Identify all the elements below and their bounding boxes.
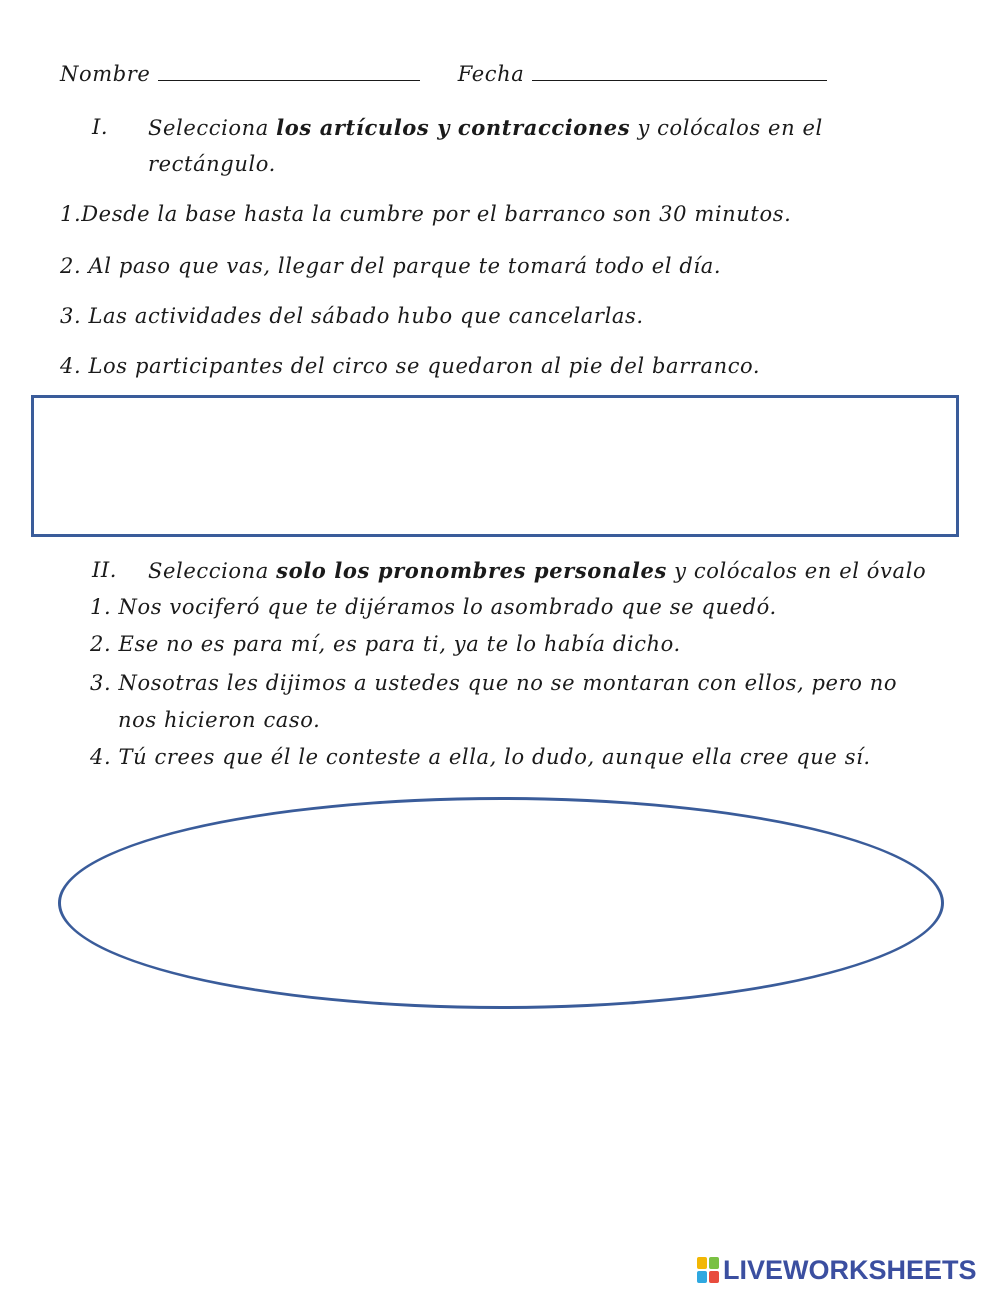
section1-numeral: I. — [92, 115, 109, 139]
liveworksheets-logo-icon — [697, 1257, 719, 1283]
header-line — [60, 64, 827, 85]
section1-item-2[interactable]: 2. Al paso que vas, llegar del parque te tomará todo el día. — [60, 254, 722, 278]
section2-item-3-continued[interactable]: nos hicieron caso. — [118, 708, 321, 732]
section2-item-4[interactable]: 4. Tú crees que él le conteste a ella, lo dudo, aunque ella cree que sí. — [90, 745, 871, 769]
answer-oval[interactable] — [58, 797, 944, 1009]
section1-item-3[interactable]: 3. Las actividades del sábado hubo que cancelarlas. — [60, 304, 644, 328]
section2-instruction-prefix: Selecciona — [148, 559, 277, 583]
section2-item-1[interactable]: 1. Nos vociferó que te dijéramos lo asombrado que se quedó. — [90, 595, 777, 619]
section2-instruction-bold: solo los pronombres personales — [276, 558, 667, 583]
date-label: Fecha — [457, 62, 525, 86]
section2-item-2[interactable]: 2. Ese no es para mí, es para ti, ya te lo había dicho. — [90, 632, 681, 656]
section1-instruction-line2: rectángulo. — [148, 152, 276, 176]
section1-instruction-suffix: y colócalos en el — [630, 116, 823, 140]
section1-instruction-prefix: Selecciona — [148, 116, 277, 140]
section2-instruction — [148, 560, 926, 582]
section2-numeral: II. — [92, 558, 118, 582]
section2-item-3[interactable]: 3. Nosotras les dijimos a ustedes que no se montaran con ellos, pero no — [90, 671, 898, 695]
name-label: Nombre — [60, 62, 151, 86]
section1-instruction-bold: los artículos y contracciones — [276, 115, 631, 140]
section1-item-1[interactable]: 1.Desde la base hasta la cumbre por el barranco son 30 minutos. — [60, 202, 792, 226]
answer-rectangle[interactable] — [31, 395, 959, 537]
liveworksheets-logo — [697, 1255, 977, 1285]
logo-text: LIVEWORKSHEETS — [723, 1254, 977, 1285]
section2-instruction-suffix: y colócalos en el óvalo — [666, 559, 927, 583]
name-answer-line[interactable] — [158, 80, 420, 81]
section1-instruction — [148, 117, 823, 139]
date-answer-line[interactable] — [532, 80, 827, 81]
section1-item-4[interactable]: 4. Los participantes del circo se quedaron al pie del barranco. — [60, 354, 761, 378]
